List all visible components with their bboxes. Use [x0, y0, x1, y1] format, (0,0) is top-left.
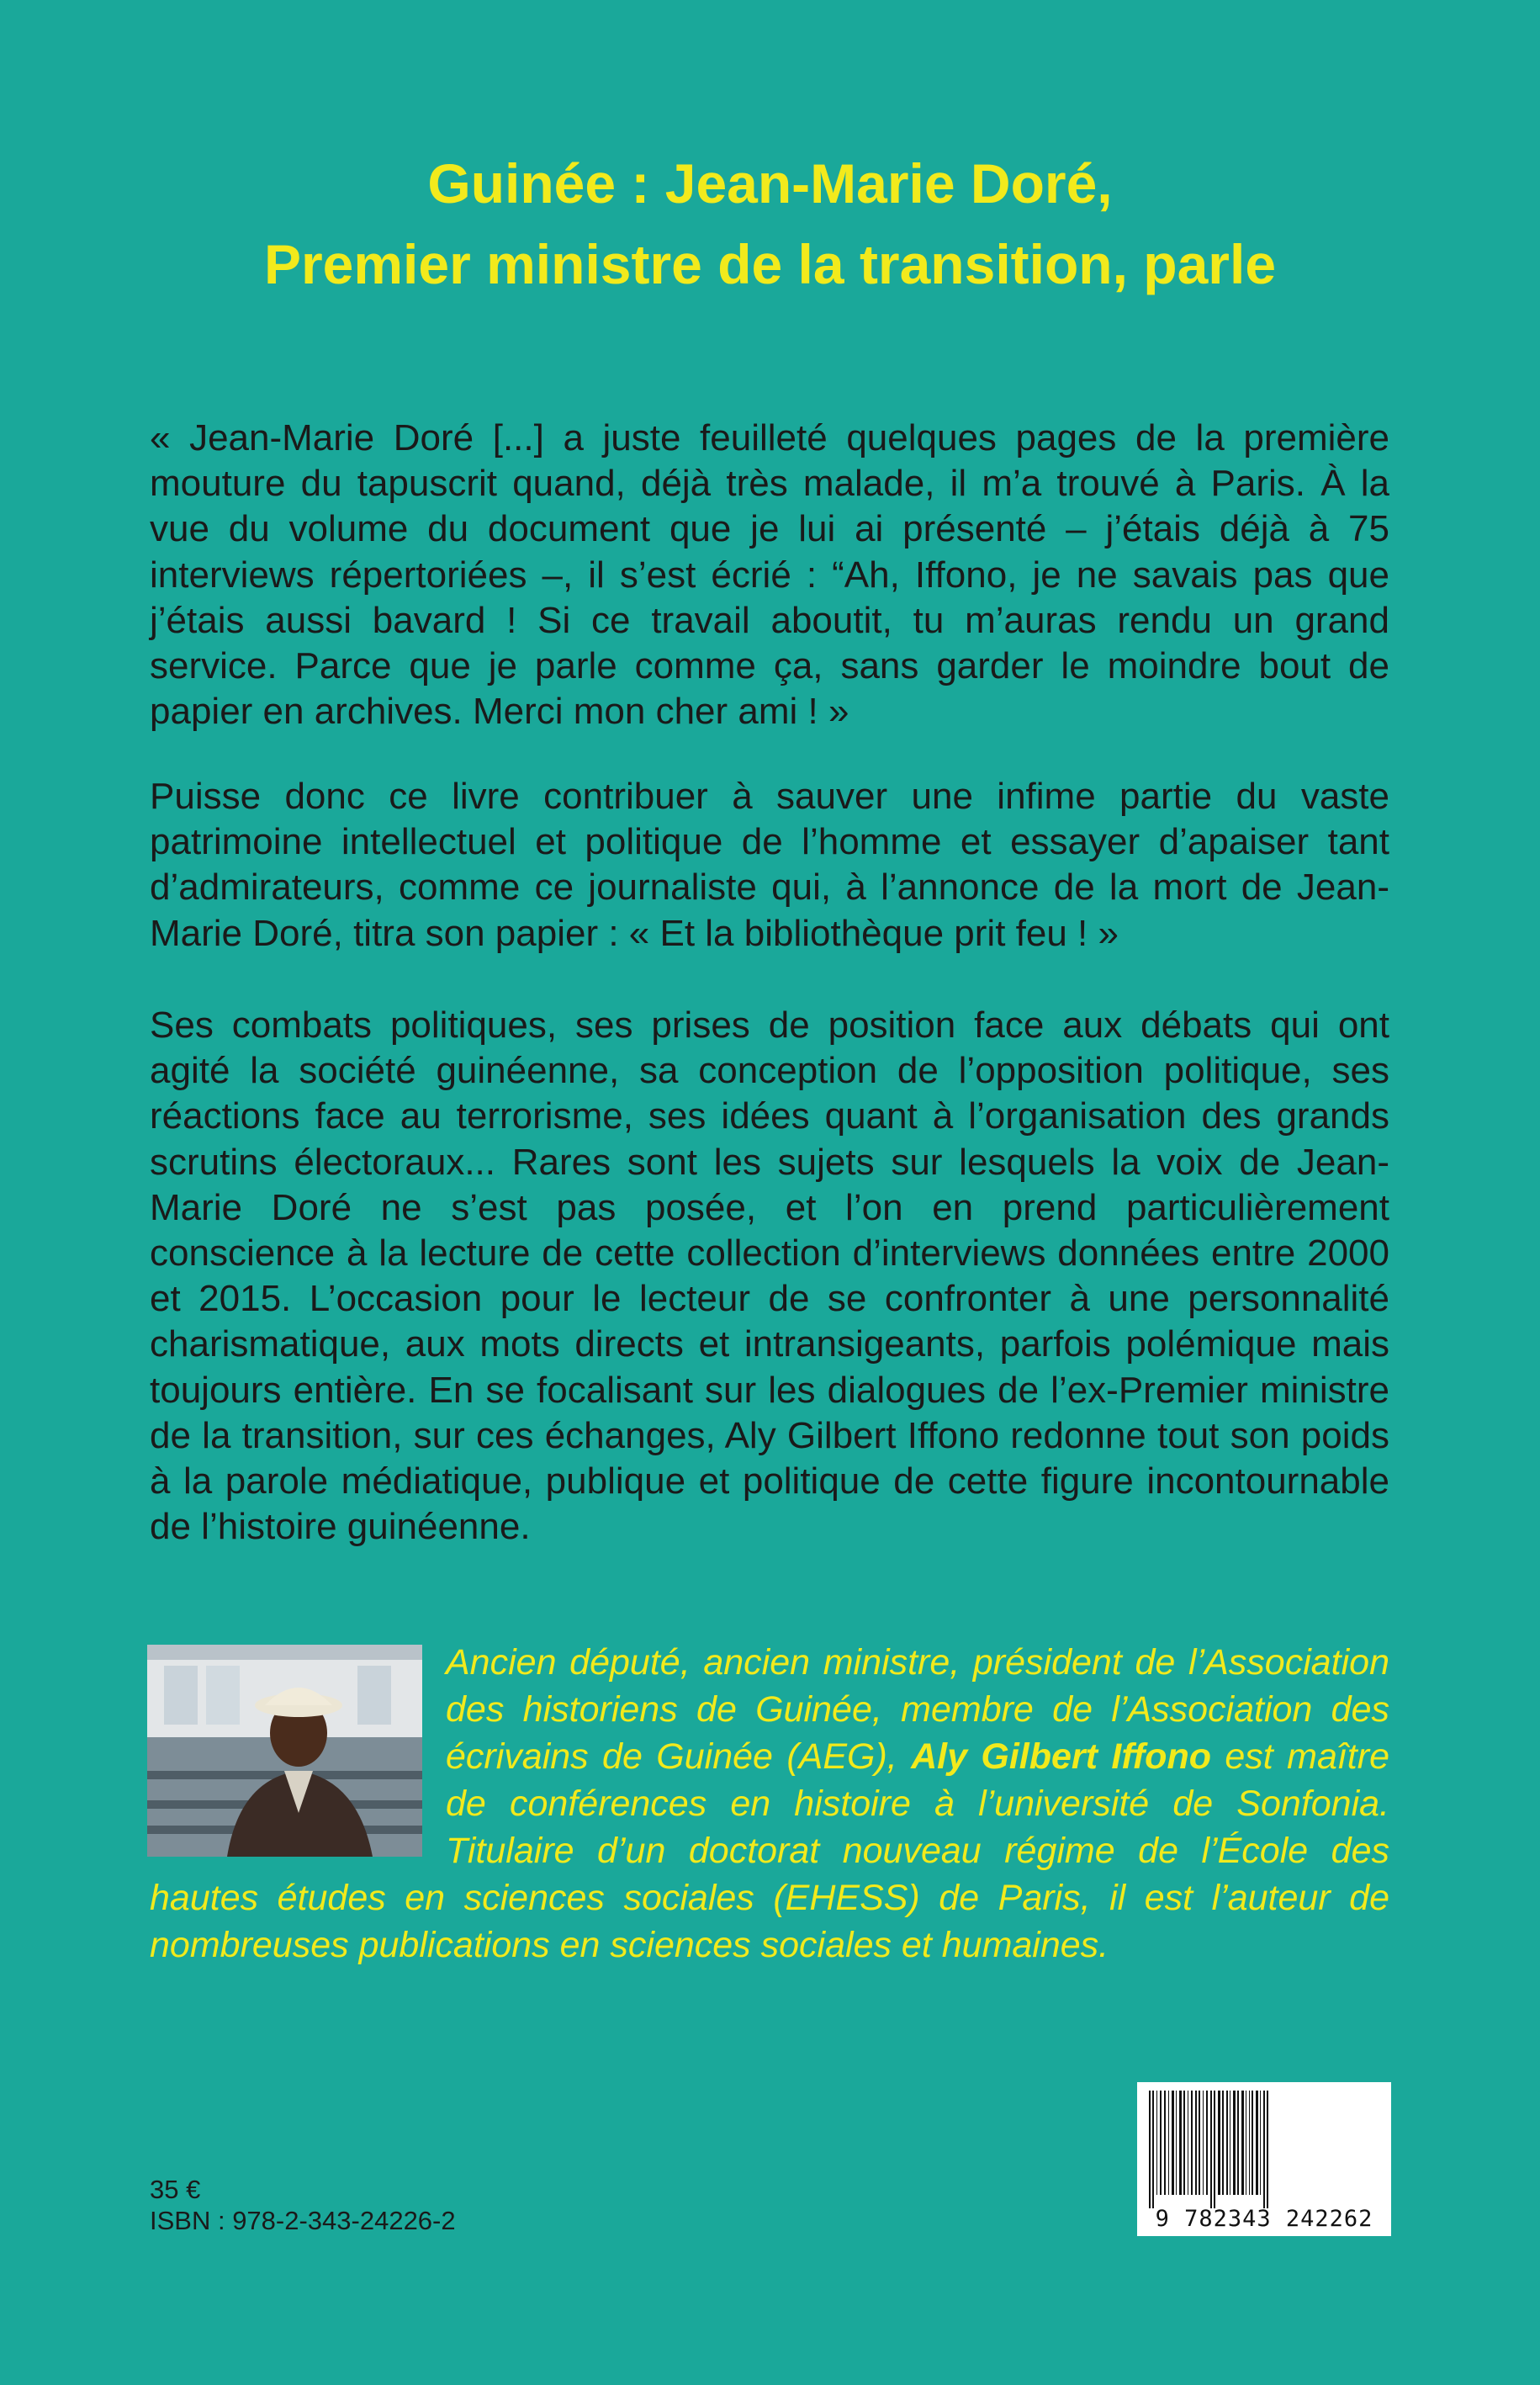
- barcode-bar: [1191, 2091, 1193, 2195]
- quote-paragraph: « Jean-Marie Doré [...] a juste feuilleté quelques pages de la première mouture du tapuscrit quand, déjà très malade, il m’a trouvé à Paris. À la vue du volume du document que je lui ai présenté – j’étais déjà à 75 interviews répertoriées –, il s’est écrié : “Ah, Iffono, je ne savais pas que j’étais aussi bavard ! Si ce travail aboutit, tu m’auras rendu un grand service. Parce que je parle comme ça, sans garder le moindre bout de papier en archives. Merci mon cher ami ! »: [150, 417, 1389, 733]
- barcode-bar: [1152, 2091, 1154, 2208]
- barcode-bar: [1203, 2091, 1204, 2195]
- bio-text-start: Ancien député, ancien ministre, président de l’Association des historiens de Guinée, membre de l’Association des écrivains de Guinée (AEG),: [446, 1642, 1389, 1777]
- barcode-bar: [1218, 2091, 1220, 2195]
- barcode-bar: [1156, 2091, 1157, 2195]
- barcode-bar: [1222, 2091, 1224, 2195]
- barcode-bar: [1206, 2091, 1208, 2195]
- barcode-bar: [1256, 2091, 1258, 2195]
- barcode-bar: [1226, 2091, 1228, 2195]
- barcode-bar: [1249, 2091, 1250, 2195]
- title-line-2: Premier ministre de la transition, parle: [263, 233, 1277, 295]
- barcode-bar: [1179, 2091, 1182, 2195]
- barcode-bar: [1160, 2091, 1162, 2195]
- bio-text-end: est maître de conférences en histoire à l’université de Sonfonia. Titulaire d’un doctorat nouveau régime de l’École des hautes études en sciences sociales (EHESS) de Paris, il est l’auteur de nombreuses publications en sciences sociales et humaines.: [150, 1736, 1389, 1965]
- author-name: Aly Gilbert Iffono: [911, 1736, 1211, 1777]
- photo-spacer: [150, 1639, 446, 1856]
- barcode-bar: [1168, 2091, 1169, 2195]
- author-bio: [150, 1639, 1389, 1969]
- summary-paragraph: Ses combats politiques, ses prises de position face aux débats qui ont agité la société guinéenne, sa conception de l’opposition politique, ses réactions face au terrorisme, ses idées quant à l’organisation des grands scrutins électoraux... Rares sont les sujets sur lesquels la voix de Jean-Marie Doré ne s’est pas posée, et l’on en prend particulièrement conscience à la lecture de cette collection d’interviews données entre 2000 et 2015. L’occasion pour le lecteur de se confronter à une personnalité charismatique, aux mots directs et intransigeants, parfois polémique mais toujours entière. En se focalisant sur les dialogues de l’ex-Premier ministre de la transition, sur ces échanges, Aly Gilbert Iffono redonne tout son poids à la parole médiatique, publique et politique de cette figure incontournable de l’histoire guinéenne.: [150, 1004, 1389, 1548]
- barcode-bar: [1176, 2091, 1177, 2195]
- barcode-bar: [1195, 2091, 1197, 2195]
- barcode-bar: [1164, 2091, 1166, 2195]
- barcode-bar: [1183, 2091, 1185, 2195]
- intro-paragraph: Puisse donc ce livre contribuer à sauver une infime partie du vaste patrimoine intellectuel et politique de l’homme et essayer d’apaiser tant d’admirateurs, comme ce journaliste qui, à l’annonce de la mort de Jean-Marie Doré, titra son papier : « Et la bibliothèque prit feu ! »: [150, 776, 1389, 954]
- barcode-bar: [1260, 2091, 1261, 2195]
- barcode-bar: [1263, 2091, 1265, 2208]
- isbn-number: ISBN : 978-2-343-24226-2: [150, 2206, 456, 2235]
- barcode-bar: [1199, 2091, 1200, 2195]
- barcode-bar: [1210, 2091, 1212, 2208]
- barcode-bar: [1172, 2091, 1174, 2195]
- barcode-bar: [1214, 2091, 1215, 2208]
- barcode-number: 9 782343 242262: [1155, 2206, 1373, 2232]
- barcode-bar: [1237, 2091, 1239, 2195]
- price: 35 €: [150, 2175, 201, 2204]
- barcode-bar: [1233, 2091, 1236, 2195]
- barcode-bar: [1252, 2091, 1253, 2195]
- barcode-bar: [1149, 2091, 1151, 2208]
- barcode-bar: [1241, 2091, 1244, 2195]
- title-line-1: Guinée : Jean-Marie Doré,: [427, 152, 1113, 215]
- barcode-bar: [1267, 2091, 1268, 2208]
- book-title: [0, 143, 1540, 305]
- isbn-barcode: [1137, 2082, 1391, 2236]
